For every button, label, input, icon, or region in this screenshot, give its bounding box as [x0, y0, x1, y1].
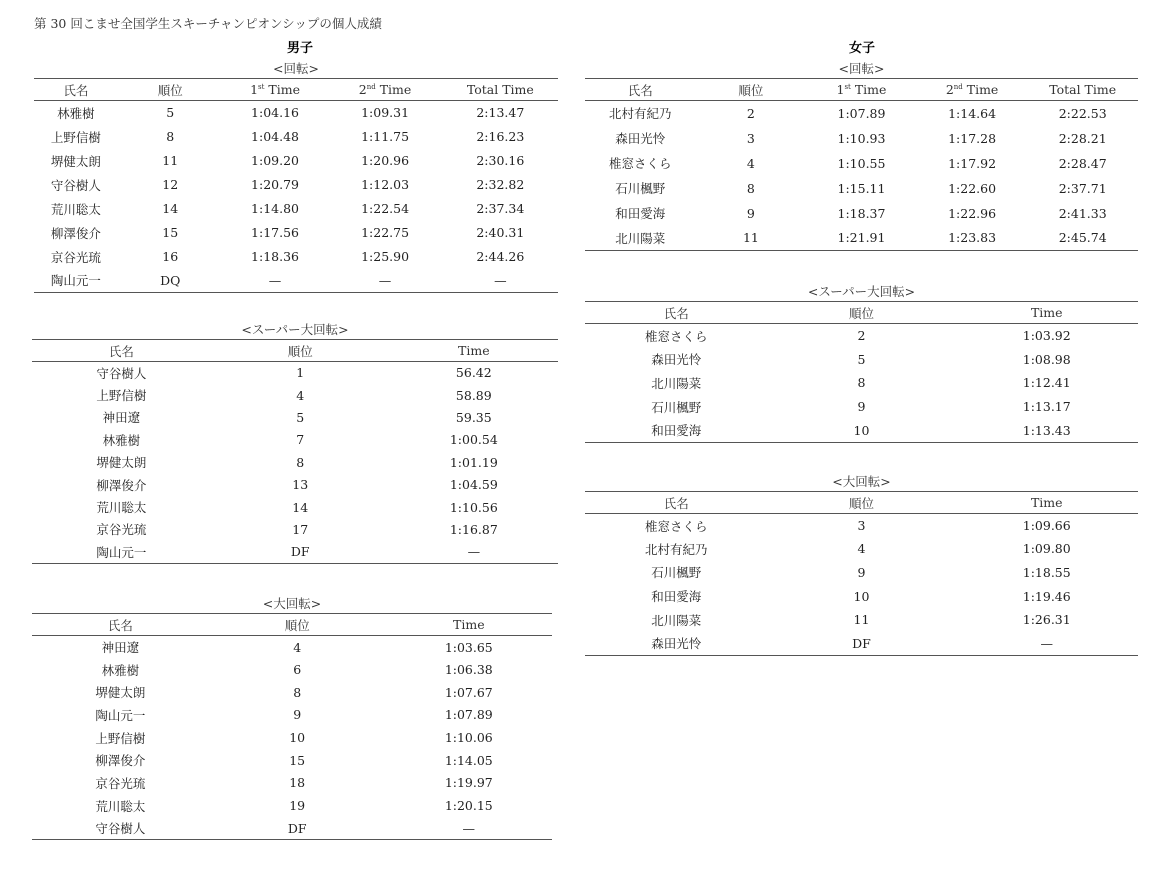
- table-header-row: [585, 302, 1138, 324]
- section-title: <大回転>: [832, 474, 891, 489]
- column-header: Total Time: [1049, 82, 1117, 97]
- column-header: 順位: [284, 617, 310, 633]
- athlete-name: 守谷樹人: [96, 365, 147, 381]
- time-cell: 2:32.82: [476, 177, 525, 192]
- table-row: [585, 395, 1138, 419]
- women-heading: 女子: [848, 41, 875, 56]
- time-cell: 1:17.92: [948, 155, 997, 171]
- athlete-name: 和田愛海: [615, 206, 666, 221]
- time-cell: 1:06.38: [444, 662, 493, 678]
- time-cell: 1:10.93: [837, 130, 886, 146]
- table-row: [32, 384, 558, 406]
- time-cell: 1:22.75: [361, 225, 410, 240]
- rank-cell: 15: [162, 225, 179, 240]
- table-row: [585, 176, 1138, 201]
- rank-cell: 9: [293, 707, 302, 723]
- time-cell: 1:14.80: [251, 201, 299, 216]
- athlete-name: 堺健太朗: [96, 455, 147, 471]
- column-header: 氏名: [663, 305, 689, 321]
- time-cell: 2:30.16: [476, 153, 525, 168]
- time-cell: 2:28.21: [1058, 130, 1107, 146]
- time-cell: 1:26.31: [1022, 612, 1071, 628]
- time-cell: 2:13.47: [476, 105, 525, 121]
- time-cell: 1:04.48: [251, 129, 299, 144]
- women-slalom-section: [585, 59, 1138, 251]
- table-row: [32, 541, 558, 563]
- time-cell: 1:11.75: [361, 129, 410, 144]
- rank-cell: 8: [746, 180, 755, 196]
- table-row: [585, 101, 1138, 126]
- time-cell: 59.35: [455, 409, 492, 425]
- table-row: [32, 749, 552, 772]
- time-cell: 1:20.79: [251, 177, 299, 192]
- rank-cell: 7: [296, 432, 305, 448]
- time-cell: 58.89: [455, 387, 492, 403]
- time-cell: 1:10.56: [449, 499, 498, 515]
- athlete-name: 神田遼: [101, 640, 140, 656]
- column-header: 2nd Time: [358, 82, 412, 97]
- athlete-name: 椎窓さくら: [644, 328, 708, 344]
- table-row: [585, 126, 1138, 151]
- time-cell: 2:44.26: [476, 249, 525, 264]
- results-table: [34, 78, 558, 293]
- rank-cell: 13: [292, 477, 309, 493]
- section-title: <回転>: [838, 61, 885, 76]
- table-row: [585, 226, 1138, 251]
- time-cell: 1:10.06: [444, 730, 493, 746]
- rank-cell: DF: [287, 820, 307, 836]
- time-cell: 1:23.83: [948, 230, 997, 246]
- athlete-name: 北川陽菜: [651, 612, 702, 628]
- time-cell: 1:18.37: [837, 205, 886, 221]
- time-cell: —: [494, 272, 507, 288]
- table-row: [34, 197, 558, 221]
- time-cell: 1:20.15: [444, 798, 493, 814]
- rank-cell: 9: [857, 399, 866, 415]
- athlete-name: 上野信樹: [95, 730, 146, 746]
- column-header: 順位: [738, 82, 764, 98]
- athlete-name: 京谷光琉: [50, 249, 101, 265]
- time-cell: 2:41.33: [1058, 205, 1107, 221]
- athlete-name: 柳澤俊介: [96, 477, 147, 493]
- athlete-name: 林雅樹: [102, 432, 141, 448]
- athlete-name: 石川楓野: [651, 399, 702, 415]
- time-cell: 1:14.05: [444, 752, 493, 768]
- athlete-name: 林雅樹: [57, 105, 95, 121]
- rank-cell: DQ: [160, 272, 181, 288]
- table-header-row: [585, 79, 1138, 101]
- table-row: [32, 518, 558, 540]
- rank-cell: 8: [296, 454, 305, 470]
- athlete-name: 荒川聡太: [50, 201, 101, 217]
- column-header: 順位: [157, 82, 183, 98]
- table-row: [32, 681, 552, 704]
- table-row: [32, 362, 558, 384]
- rank-cell: 2: [746, 105, 755, 121]
- athlete-name: 森田光怜: [651, 352, 702, 368]
- column-header: 氏名: [108, 343, 134, 359]
- men-heading: 男子: [286, 41, 313, 56]
- results-table: [585, 301, 1138, 443]
- table-row: [585, 608, 1138, 632]
- table-row: [585, 371, 1138, 395]
- table-row: [32, 772, 552, 795]
- table-row: [34, 221, 558, 245]
- time-cell: 1:18.36: [251, 249, 299, 264]
- table-row: [34, 173, 558, 197]
- time-cell: 1:19.97: [444, 775, 493, 791]
- time-cell: 1:07.89: [444, 707, 493, 723]
- rank-cell: 11: [742, 230, 759, 246]
- time-cell: —: [462, 820, 476, 836]
- rank-cell: 11: [162, 153, 179, 168]
- rank-cell: 5: [166, 105, 175, 121]
- rank-cell: 11: [853, 612, 870, 628]
- table-row: [32, 473, 558, 495]
- rank-cell: 8: [293, 684, 302, 700]
- time-cell: 1:13.17: [1022, 399, 1071, 415]
- time-cell: 2:37.34: [476, 201, 525, 216]
- table-header-row: [32, 614, 552, 636]
- time-cell: 1:14.64: [948, 105, 997, 121]
- athlete-name: 神田遼: [102, 410, 141, 426]
- time-cell: 1:21.91: [837, 230, 886, 246]
- table-row: [34, 125, 558, 149]
- table-header-row: [585, 492, 1138, 514]
- table-header-row: [34, 79, 558, 101]
- table-row: [32, 794, 552, 817]
- table-row: [32, 406, 558, 428]
- time-cell: 1:09.31: [361, 105, 410, 121]
- table-row: [585, 631, 1138, 655]
- column-header: 氏名: [63, 82, 89, 98]
- rank-cell: 9: [857, 564, 866, 580]
- athlete-name: 荒川聡太: [95, 798, 146, 814]
- athlete-name: 林雅樹: [101, 662, 140, 678]
- column-header: Time: [1030, 305, 1063, 320]
- athlete-name: 京谷光琉: [95, 775, 146, 791]
- time-cell: 1:07.89: [837, 105, 886, 121]
- column-header: Time: [453, 617, 485, 632]
- section-title: <スーパー大回転>: [241, 322, 349, 337]
- time-cell: 1:22.54: [361, 201, 410, 216]
- table-row: [32, 704, 552, 727]
- table-row: [585, 201, 1138, 226]
- rank-cell: 2: [857, 328, 866, 344]
- athlete-name: 柳澤俊介: [50, 225, 101, 241]
- results-table: [32, 613, 552, 840]
- men-giant-slalom-section: [32, 594, 552, 840]
- time-cell: 1:00.54: [449, 432, 498, 448]
- rank-cell: DF: [852, 635, 871, 651]
- rank-cell: 3: [857, 518, 866, 534]
- table-header-row: [32, 340, 558, 362]
- athlete-name: 和田愛海: [651, 423, 702, 439]
- rank-cell: 10: [289, 730, 306, 746]
- athlete-name: 椎窓さくら: [609, 156, 672, 171]
- time-cell: 1:16.87: [449, 521, 498, 537]
- time-cell: 2:45.74: [1058, 230, 1107, 246]
- table-row: [585, 514, 1138, 538]
- rank-cell: 4: [746, 155, 755, 171]
- athlete-name: 森田光怜: [651, 636, 702, 652]
- time-cell: 1:07.67: [444, 684, 493, 700]
- rank-cell: 5: [857, 351, 866, 367]
- time-cell: —: [268, 272, 282, 288]
- time-cell: 1:04.59: [449, 477, 498, 493]
- time-cell: 2:22.53: [1058, 105, 1107, 121]
- rank-cell: 19: [289, 798, 306, 814]
- athlete-name: 上野信樹: [96, 388, 147, 404]
- time-cell: 1:10.55: [837, 155, 886, 171]
- time-cell: 1:19.46: [1022, 588, 1071, 604]
- athlete-name: 森田光怜: [615, 131, 666, 146]
- rank-cell: 4: [296, 387, 305, 403]
- time-cell: 1:22.60: [948, 180, 997, 196]
- column-header: 2nd Time: [945, 82, 999, 97]
- table-row: [34, 269, 558, 293]
- results-table: [585, 491, 1138, 656]
- table-row: [585, 419, 1138, 443]
- rank-cell: DF: [290, 544, 310, 560]
- section-title: <スーパー大回転>: [807, 284, 916, 299]
- athlete-name: 北川陽菜: [651, 375, 702, 391]
- time-cell: 1:03.65: [444, 639, 493, 655]
- time-cell: 1:04.16: [251, 105, 299, 121]
- time-cell: 1:01.19: [449, 454, 498, 470]
- athlete-name: 和田愛海: [651, 589, 702, 605]
- table-row: [585, 561, 1138, 585]
- table-row: [32, 496, 558, 518]
- column-header: 氏名: [663, 495, 689, 511]
- rank-cell: 10: [853, 588, 870, 604]
- column-header: 順位: [848, 495, 874, 511]
- table-row: [34, 245, 558, 269]
- time-cell: 1:13.43: [1022, 422, 1071, 438]
- table-row: [585, 324, 1138, 348]
- athlete-name: 陶山元一: [96, 544, 147, 560]
- table-row: [32, 817, 552, 840]
- time-cell: 2:16.23: [476, 129, 525, 144]
- column-header: 順位: [287, 343, 313, 359]
- time-cell: 1:09.66: [1022, 518, 1071, 534]
- column-header: 1st Time: [250, 82, 300, 97]
- athlete-name: 堺健太朗: [95, 685, 146, 701]
- table-row: [585, 151, 1138, 176]
- table-row: [32, 429, 558, 451]
- table-row: [32, 636, 552, 659]
- athlete-name: 陶山元一: [95, 707, 146, 723]
- column-header: 氏名: [107, 617, 133, 633]
- athlete-name: 京谷光琉: [96, 522, 147, 538]
- time-cell: 2:40.31: [476, 225, 525, 240]
- table-row: [585, 537, 1138, 561]
- rank-cell: 8: [166, 129, 175, 144]
- table-row: [585, 584, 1138, 608]
- time-cell: —: [467, 544, 481, 560]
- rank-cell: 1: [296, 365, 305, 381]
- rank-cell: 16: [162, 249, 179, 264]
- section-title: <回転>: [273, 61, 319, 76]
- athlete-name: 北川陽菜: [615, 230, 666, 246]
- time-cell: 1:20.96: [361, 153, 410, 168]
- rank-cell: 4: [293, 639, 302, 655]
- time-cell: 1:03.92: [1022, 328, 1071, 344]
- time-cell: 1:15.11: [837, 180, 886, 196]
- column-header: Time: [1030, 495, 1063, 510]
- table-row: [585, 347, 1138, 371]
- rank-cell: 4: [857, 541, 866, 557]
- athlete-name: 堺健太朗: [50, 153, 101, 169]
- rank-cell: 14: [162, 201, 179, 216]
- rank-cell: 3: [746, 130, 755, 146]
- document-title: 第 30 回こませ全国学生スキーチャンピオンシップの個人成績: [34, 16, 382, 31]
- rank-cell: 9: [746, 205, 755, 221]
- time-cell: 1:18.55: [1022, 564, 1071, 580]
- rank-cell: 10: [853, 422, 870, 438]
- time-cell: 1:09.80: [1022, 541, 1071, 557]
- rank-cell: 18: [289, 775, 306, 791]
- section-title: <大回転>: [262, 596, 322, 611]
- table-row: [32, 726, 552, 749]
- time-cell: 1:17.28: [948, 130, 997, 146]
- time-cell: 1:12.41: [1022, 375, 1071, 391]
- time-cell: —: [1040, 635, 1053, 651]
- results-table: [32, 339, 558, 564]
- results-table: [585, 78, 1138, 251]
- athlete-name: 上野信樹: [50, 129, 101, 145]
- athlete-name: 守谷樹人: [50, 177, 101, 193]
- men-super-g-section: [32, 320, 558, 564]
- rank-cell: 14: [292, 499, 309, 515]
- column-header: 順位: [848, 305, 874, 321]
- column-header: 氏名: [627, 82, 653, 98]
- column-header: Time: [458, 343, 490, 358]
- time-cell: 2:28.47: [1058, 155, 1107, 171]
- rank-cell: 12: [162, 177, 179, 192]
- women-giant-slalom-section: [585, 472, 1138, 656]
- athlete-name: 陶山元一: [50, 273, 101, 289]
- athlete-name: 荒川聡太: [96, 500, 147, 516]
- rank-cell: 5: [296, 409, 305, 425]
- column-header: 1st Time: [836, 82, 887, 97]
- table-row: [34, 149, 558, 173]
- athlete-name: 椎窓さくら: [644, 518, 708, 534]
- rank-cell: 15: [289, 752, 306, 768]
- time-cell: 1:12.03: [361, 177, 410, 192]
- time-cell: 1:22.96: [948, 205, 997, 221]
- time-cell: 1:08.98: [1022, 351, 1071, 367]
- athlete-name: 石川楓野: [615, 181, 666, 196]
- time-cell: 1:25.90: [361, 249, 410, 264]
- time-cell: —: [378, 272, 392, 288]
- athlete-name: 石川楓野: [651, 565, 702, 581]
- time-cell: 56.42: [455, 365, 492, 381]
- rank-cell: 6: [293, 662, 302, 678]
- athlete-name: 北村有紀乃: [644, 541, 708, 557]
- time-cell: 1:17.56: [251, 225, 299, 240]
- athlete-name: 柳澤俊介: [95, 753, 146, 769]
- table-row: [32, 451, 558, 473]
- time-cell: 2:37.71: [1058, 180, 1107, 196]
- time-cell: 1:09.20: [251, 153, 299, 168]
- table-row: [34, 101, 558, 125]
- athlete-name: 北村有紀乃: [609, 106, 672, 122]
- athlete-name: 守谷樹人: [95, 821, 146, 837]
- rank-cell: 17: [292, 521, 309, 537]
- women-super-g-section: [585, 282, 1138, 443]
- rank-cell: 8: [857, 375, 866, 391]
- table-row: [32, 658, 552, 681]
- men-slalom-section: [34, 59, 558, 293]
- column-header: Total Time: [466, 82, 534, 97]
